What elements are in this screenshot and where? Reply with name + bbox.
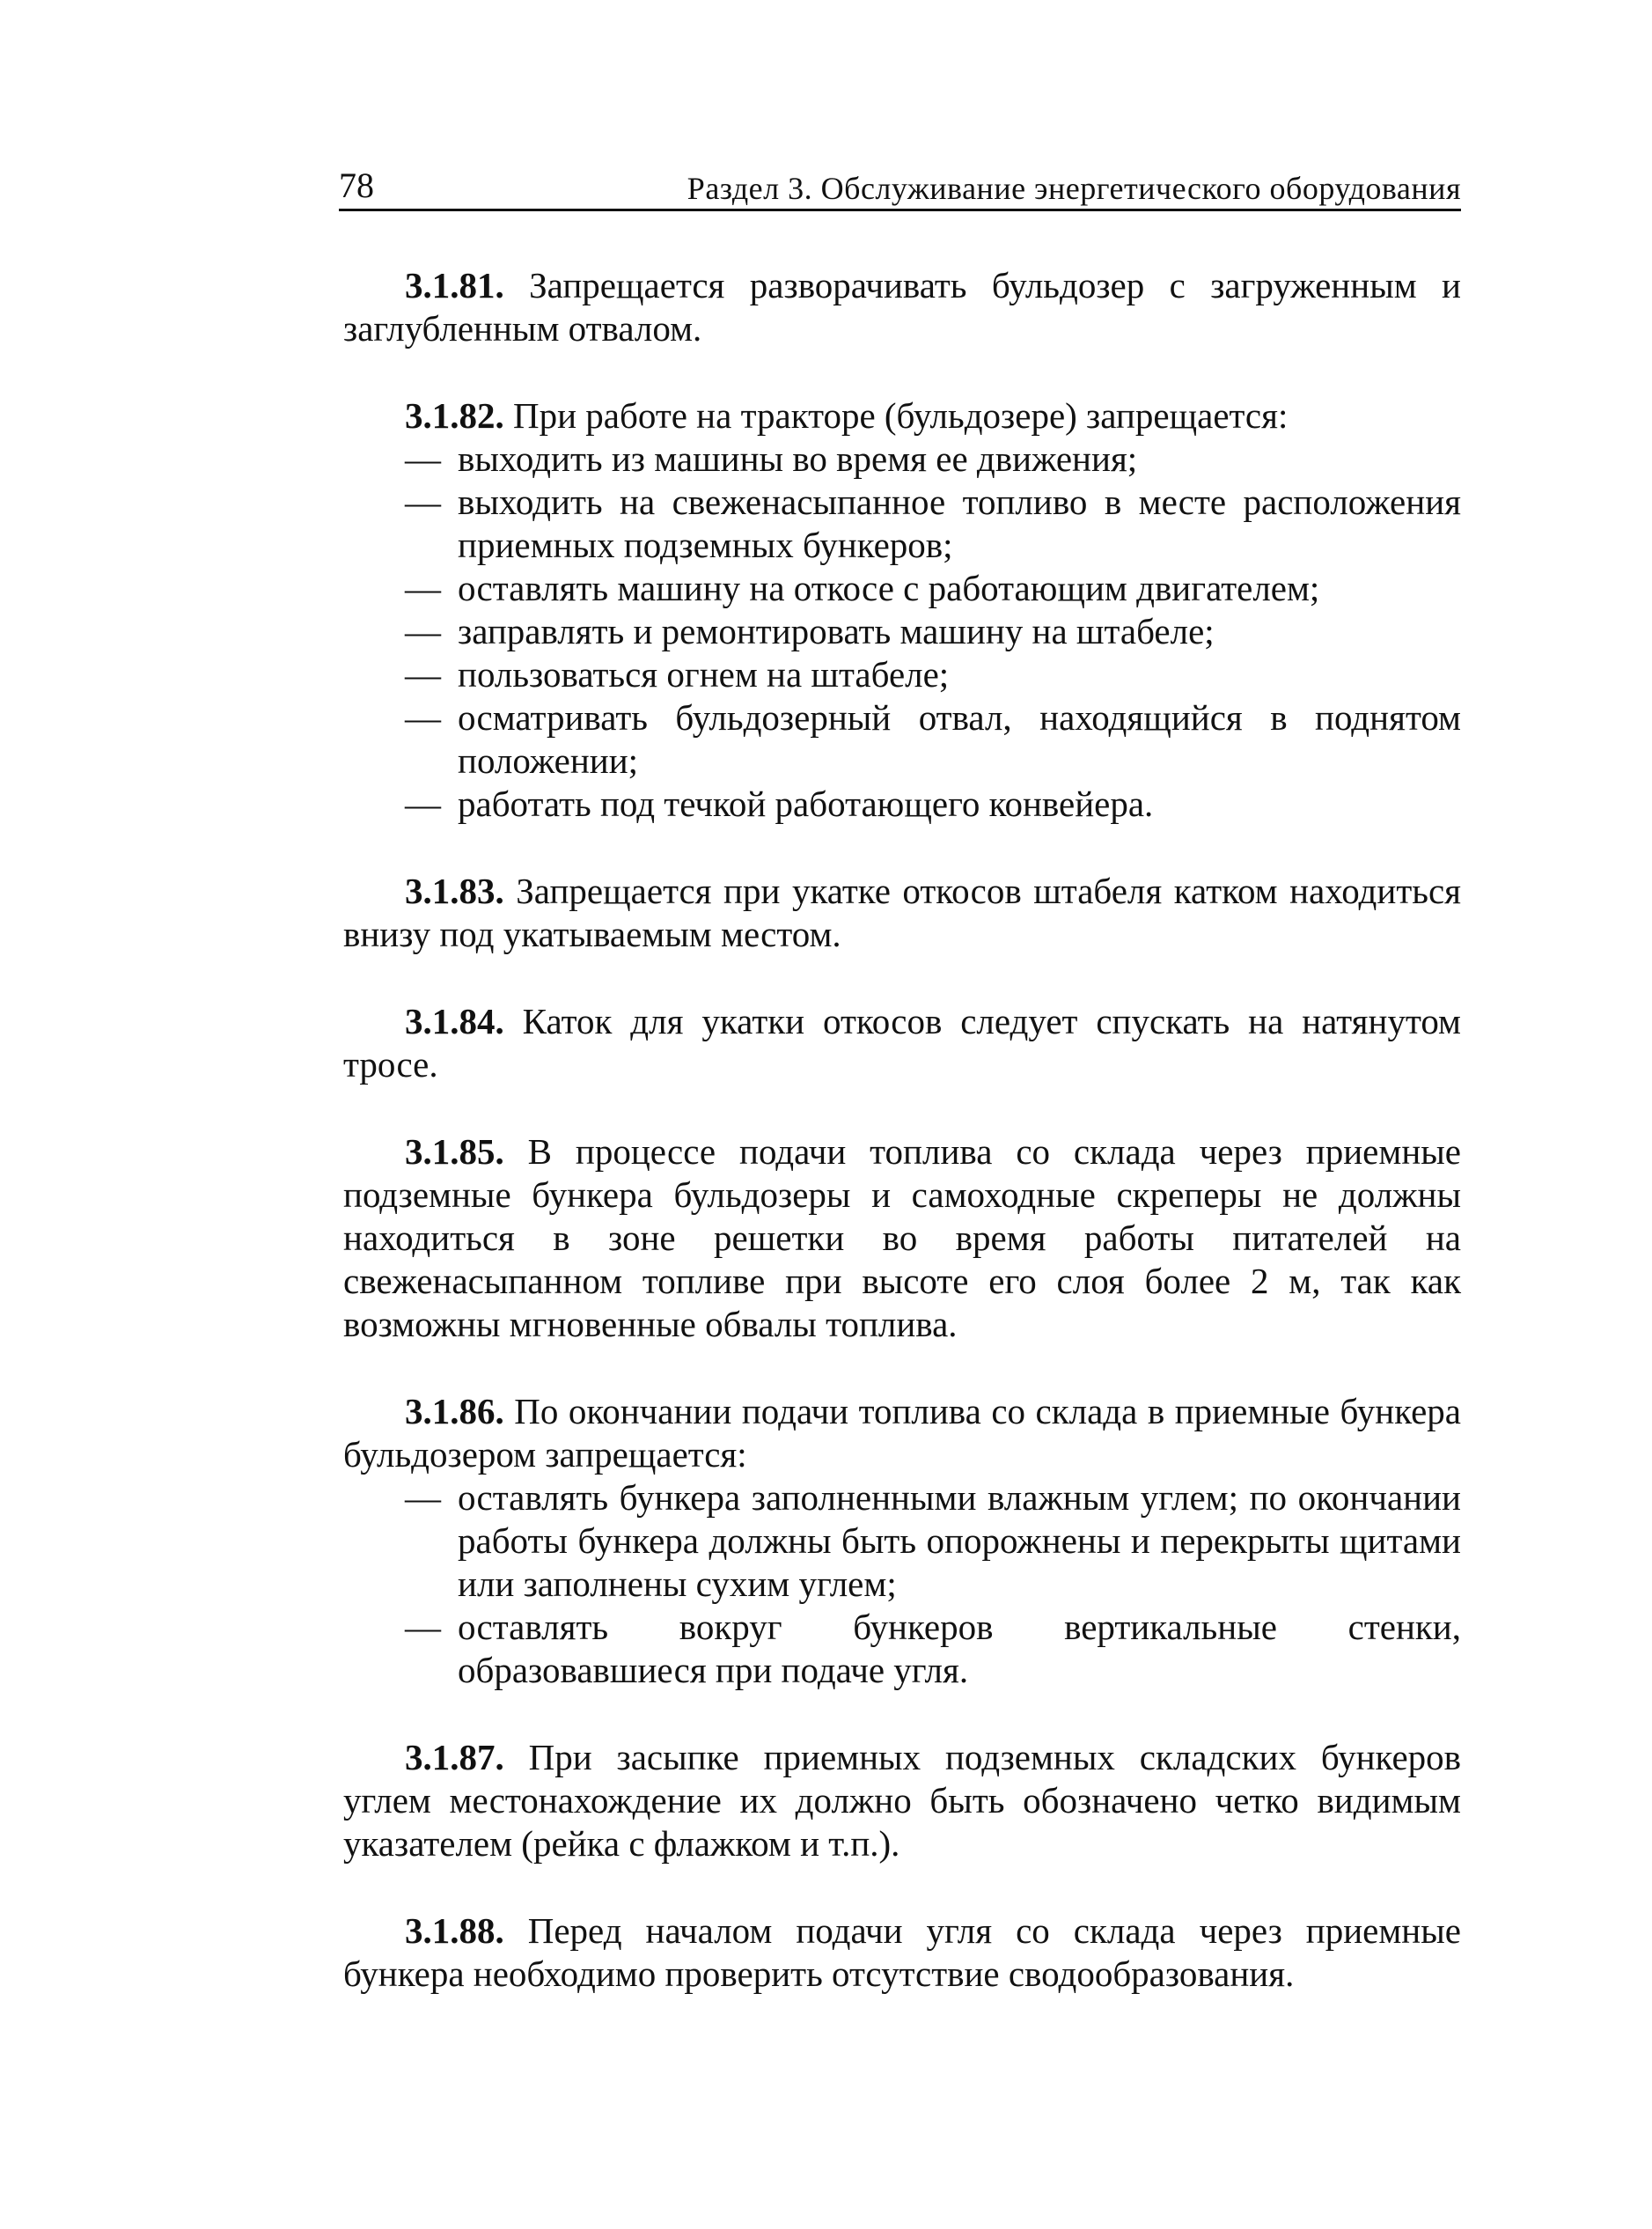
list-item [343,653,1461,696]
bullet-list [343,438,1461,826]
clause-paragraph [343,264,1461,350]
list-item-text: работать под течкой работающего конвейера. [458,783,1154,824]
clause [343,870,1461,956]
list-item [343,1606,1461,1692]
list-item-text: оставлять вокруг бункеров вертикальные стенки, образовавшиеся при подаче угля. [458,1607,1461,1690]
clause-number: 3.1.81. [405,265,504,305]
clause-body: При работе на тракторе (бульдозере) запрещается: [513,395,1289,436]
clause-body: При засыпке приемных подземных складских бункеров углем местонахождение их должно быть обозначено четко видимым указателем (рейка с флажком и т.п.). [343,1737,1462,1864]
clause-paragraph [343,1000,1461,1086]
clauses-container [343,264,1461,2040]
clause-body: Запрещается разворачивать бульдозер с загруженным и заглубленным отвалом. [343,265,1462,349]
clause-body: В процессе подачи топлива со склада через приемные подземные бункера бульдозеры и самоходные скреперы не должны находиться в зоне решетки во время работы питателей на свеженасыпанном топливе при высоте его слоя более 2 м, так как возможны мгновенные обвалы топлива. [343,1131,1461,1344]
clause-paragraph [343,1909,1461,1996]
clause-paragraph [343,1130,1461,1346]
list-item-text: оставлять машину на откосе с работающим двигателем; [458,568,1320,608]
page-number: 78 [339,166,374,205]
list-item [343,610,1461,653]
clause [343,1390,1461,1692]
clause-number: 3.1.86. [405,1391,504,1431]
em-dash-marker: — [405,438,441,479]
list-item-text: пользоваться огнем на штабеле; [458,654,950,695]
list-item [343,696,1461,783]
clause [343,1736,1461,1865]
clause-number: 3.1.83. [405,871,504,911]
clause-number: 3.1.82. [405,395,504,436]
list-item [343,783,1461,826]
clause-body: По окончании подачи топлива со склада в приемные бункера бульдозером запрещается: [343,1391,1462,1475]
em-dash-marker: — [405,1477,441,1518]
running-header [339,163,1461,216]
em-dash-marker: — [405,611,441,651]
clause-paragraph [343,1390,1461,1476]
clause-number: 3.1.84. [405,1001,504,1041]
list-item [343,438,1461,481]
em-dash-marker: — [405,783,441,824]
list-item [343,481,1461,567]
em-dash-marker: — [405,654,441,695]
clause [343,1130,1461,1346]
clause [343,394,1461,826]
header-rule [339,209,1461,211]
clause [343,264,1461,350]
em-dash-marker: — [405,697,441,738]
clause-body: Каток для укатки откосов следует спускать на натянутом тросе. [343,1001,1461,1085]
clause [343,1000,1461,1086]
list-item-text: оставлять бункера заполненными влажным углем; по окончании работы бункера должны быть опорожнены и перекрыты щитами или заполнены сухим углем; [458,1477,1461,1604]
em-dash-marker: — [405,482,441,522]
clause-number: 3.1.88. [405,1910,504,1951]
list-item-text: заправлять и ремонтировать машину на штабеле; [458,611,1215,651]
list-item-text: выходить на свеженасыпанное топливо в месте расположения приемных подземных бункеров; [458,482,1461,565]
clause-body: Перед началом подачи угля со склада через приемные бункера необходимо проверить отсутствие сводообразования. [343,1910,1461,1994]
clause [343,1909,1461,1996]
list-item [343,567,1461,610]
em-dash-marker: — [405,1607,441,1647]
clause-paragraph [343,870,1461,956]
clause-number: 3.1.87. [405,1737,504,1777]
section-title: Раздел 3. Обслуживание энергетического оборудования [686,171,1461,206]
clause-paragraph [343,394,1461,438]
bullet-list [343,1476,1461,1692]
em-dash-marker: — [405,568,441,608]
list-item-text: выходить из машины во время ее движения; [458,438,1138,479]
clause-body: Запрещается при укатке откосов штабеля катком находиться внизу под укатываемым местом. [343,871,1461,954]
list-item-text: осматривать бульдозерный отвал, находящийся в поднятом положении; [458,697,1461,781]
clause-paragraph [343,1736,1461,1865]
clause-number: 3.1.85. [405,1131,504,1172]
list-item [343,1476,1461,1606]
